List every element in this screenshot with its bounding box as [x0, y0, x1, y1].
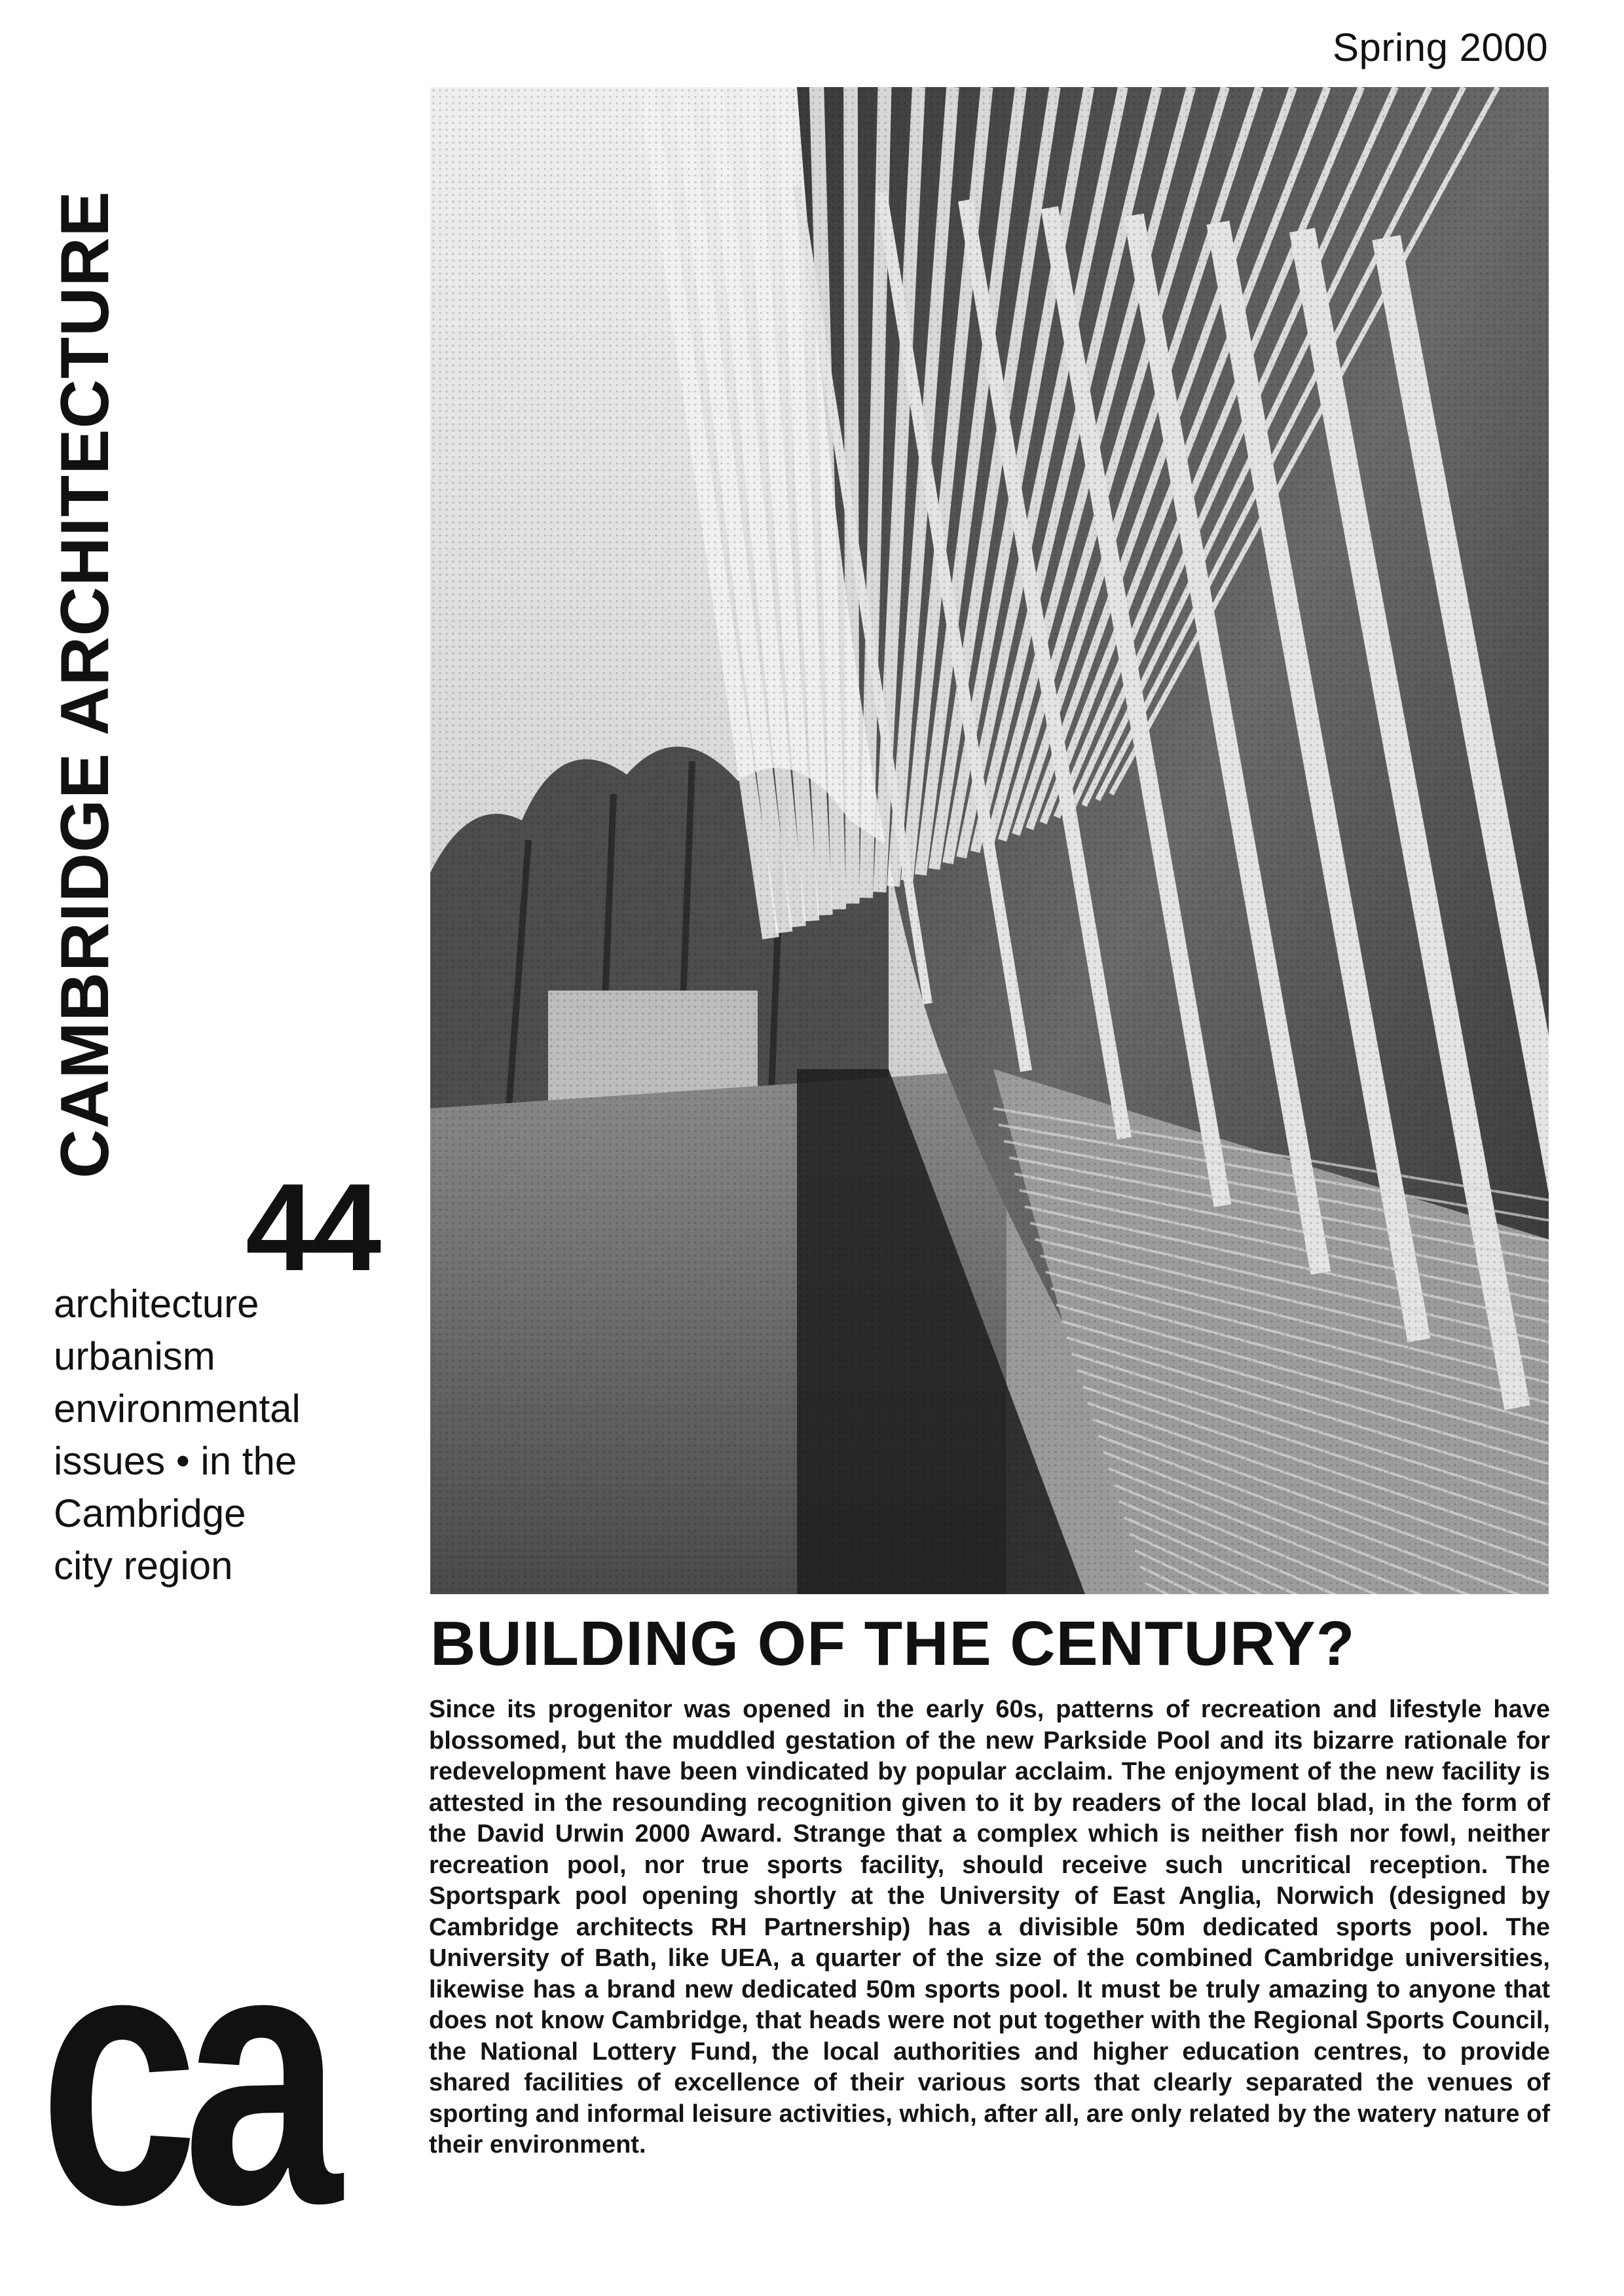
ca-logo-text: ca	[39, 1971, 327, 2232]
article-headline: BUILDING OF THE CENTURY?	[430, 1609, 1356, 1679]
article-body: Since its progenitor was opened in the early 60s, patterns of recreation and lifestyle have blossomed, but the muddled gestation of the new Parkside Pool and its bizarre rationale for redevelopment have been vindicated by popular acclaim. The enjoyment of the new facility is attested in the resounding recognition given to it by readers of the local blad, in the form of the David Urwin 2000 Award. Strange that a complex which is neither fish nor fowl, neither recreation pool, nor true sports facility, should receive such uncritical reception. The Sportspark pool opening shortly at the University of East Anglia, Norwich (designed by Cambridge architects RH Partnership) has a divisible 50m dedicated sports pool. The University of Bath, like UEA, a quarter of the size of the combined Cambridge universities, likewise has a brand new dedicated 50m sports pool. It must be truly amazing to anyone that does not know Cambridge, that heads were not put together with the Regional Sports Council, the National Lottery Fund, the local authorities and higher education centres, to provide shared facilities of excellence of their various sorts that clearly separated the venues of sporting and informal leisure activities, which, after all, are only related by the watery nature of their environment.	[429, 1696, 1550, 2159]
tagline-line: urbanism	[54, 1334, 215, 1378]
masthead-title: CAMBRIDGE ARCHITECTURE	[47, 191, 123, 1178]
cover-photo-illustration	[430, 87, 1549, 1594]
issue-number: 44	[246, 1158, 379, 1297]
masthead-container	[46, 85, 124, 1178]
tagline-line: environmental	[54, 1387, 301, 1430]
cover-photo	[430, 87, 1549, 1594]
tagline-line: Cambridge	[54, 1491, 246, 1535]
tagline-line: architecture	[54, 1282, 259, 1326]
tagline	[54, 1278, 381, 1592]
ca-logo	[39, 1971, 393, 2232]
tagline-line: city region	[54, 1544, 233, 1588]
tagline-line: issues • in the	[54, 1439, 297, 1483]
photo-halftone-screen	[430, 87, 1549, 1594]
issue-date: Spring 2000	[1333, 26, 1549, 69]
